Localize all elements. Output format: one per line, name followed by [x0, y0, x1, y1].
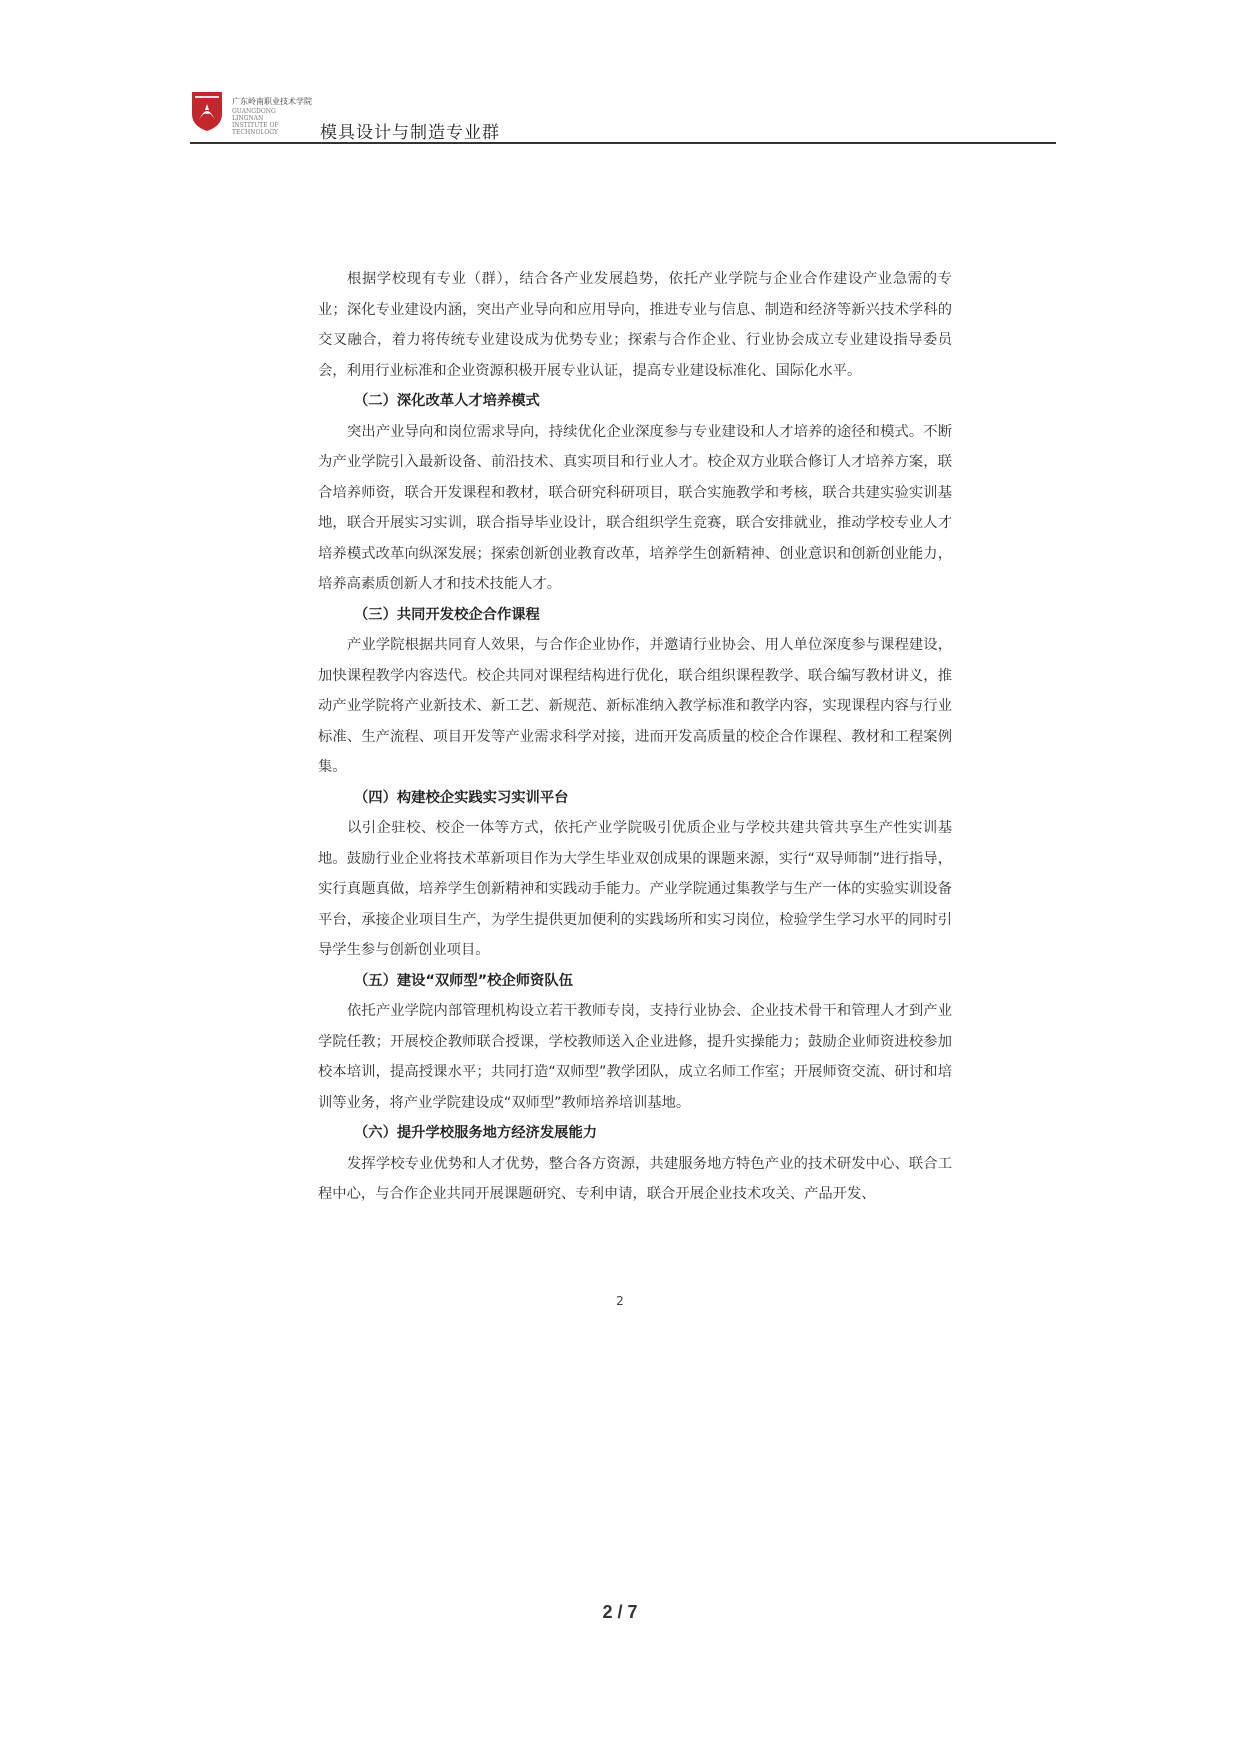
- page-number: 2: [616, 1294, 624, 1308]
- paragraph: 根据学校现有专业（群），结合各产业发展趋势，依托产业学院与企业合作建设产业急需的专业；深化专业建设内涵，突出产业导向和应用导向，推进专业与信息、制造和经济等新兴技术学科的交叉融合，着力将传统专业建设成为优势专业；探索与合作企业、行业协会成立专业建设指导委员会，利用行业标准和企业资源积极开展专业认证，提高专业建设标准化、国际化水平。: [318, 271, 952, 379]
- section-heading: （二）深化改革人才培养模式: [354, 393, 540, 409]
- document-body: [318, 264, 952, 1210]
- page-indicator: 2 / 7: [602, 1602, 638, 1622]
- paragraph: 发挥学校专业优势和人才优势，整合各方资源，共建服务地方特色产业的技术研发中心、联合工程中心，与合作企业共同开展课题研究、专利申请，联合开展企业技术攻关、产品开发、: [318, 1155, 952, 1202]
- section-heading: （五）建设“双师型”校企师资队伍: [354, 972, 573, 989]
- paragraph: 产业学院根据共同育人效果，与合作企业协作，并邀请行业协会、用人单位深度参与课程建设，加快课程教学内容迭代。校企共同对课程结构进行优化，联合组织课程教学、联合编写教材讲义，推动产业学院将产业新技术、新工艺、新规范、新标准纳入教学标准和教学内容，实现课程内容与行业标准、生产流程、项目开发等产业需求科学对接，进而开发高质量的校企合作课程、教材和工程案例集。: [318, 637, 952, 775]
- section-heading: （六）提升学校服务地方经济发展能力: [354, 1125, 598, 1141]
- paragraph: 突出产业导向和岗位需求导向，持续优化企业深度参与专业建设和人才培养的途径和模式。不断为产业学院引入最新设备、前沿技术、真实项目和行业人才。校企双方业联合修订人才培养方案，联合培养师资，联合开发课程和教材，联合研究科研项目，联合实施教学和考核，联合共建实验实训基地，联合开展实习实训，联合指导毕业设计，联合组织学生竞赛，联合安排就业，推动学校专业人才培养模式改革向纵深发展；探索创新创业教育改革，培养学生创新精神、创业意识和创新创业能力，培养高素质创新人才和技术技能人才。: [318, 423, 952, 592]
- section-heading: （四）构建校企实践实习实训平台: [354, 789, 569, 806]
- school-name-cn: 广东岭南职业技术学院: [232, 97, 312, 106]
- page-header: [190, 88, 1056, 144]
- header-title: 模具设计与制造专业群: [320, 123, 500, 143]
- paragraph: 依托产业学院内部管理机构设立若干教师专岗，支持行业协会、企业技术骨干和管理人才到产业学院任教；开展校企教师联合授课，学校教师送入企业进修，提升实操能力；鼓励企业师资进校参加校本培训，提高授课水平；共同打造“双师型”教学团队，成立名师工作室；开展师资交流、研讨和培训等业务，将产业学院建设成“双师型”教师培养培训基地。: [318, 1003, 952, 1111]
- header-divider: [190, 142, 1056, 144]
- paragraph: 以引企驻校、校企一体等方式，依托产业学院吸引优质企业与学校共建共管共享生产性实训基地。鼓励行业企业将技术革新项目作为大学生毕业双创成果的课题来源，实行“双导师制”进行指导，实行真题真做，培养学生创新精神和实践动手能力。产业学院通过集教学与生产一体的实验实训设备平台，承接企业项目生产，为学生提供更加便利的实践场所和实习岗位，检验学生学习水平的同时引导学生参与创新创业项目。: [318, 820, 952, 958]
- school-name-en: GUANGDONG LINGNAN INSTITUTE OF TECHNOLOGY: [232, 108, 279, 136]
- school-emblem-icon: [190, 90, 224, 132]
- section-heading: （三）共同开发校企合作课程: [354, 606, 540, 623]
